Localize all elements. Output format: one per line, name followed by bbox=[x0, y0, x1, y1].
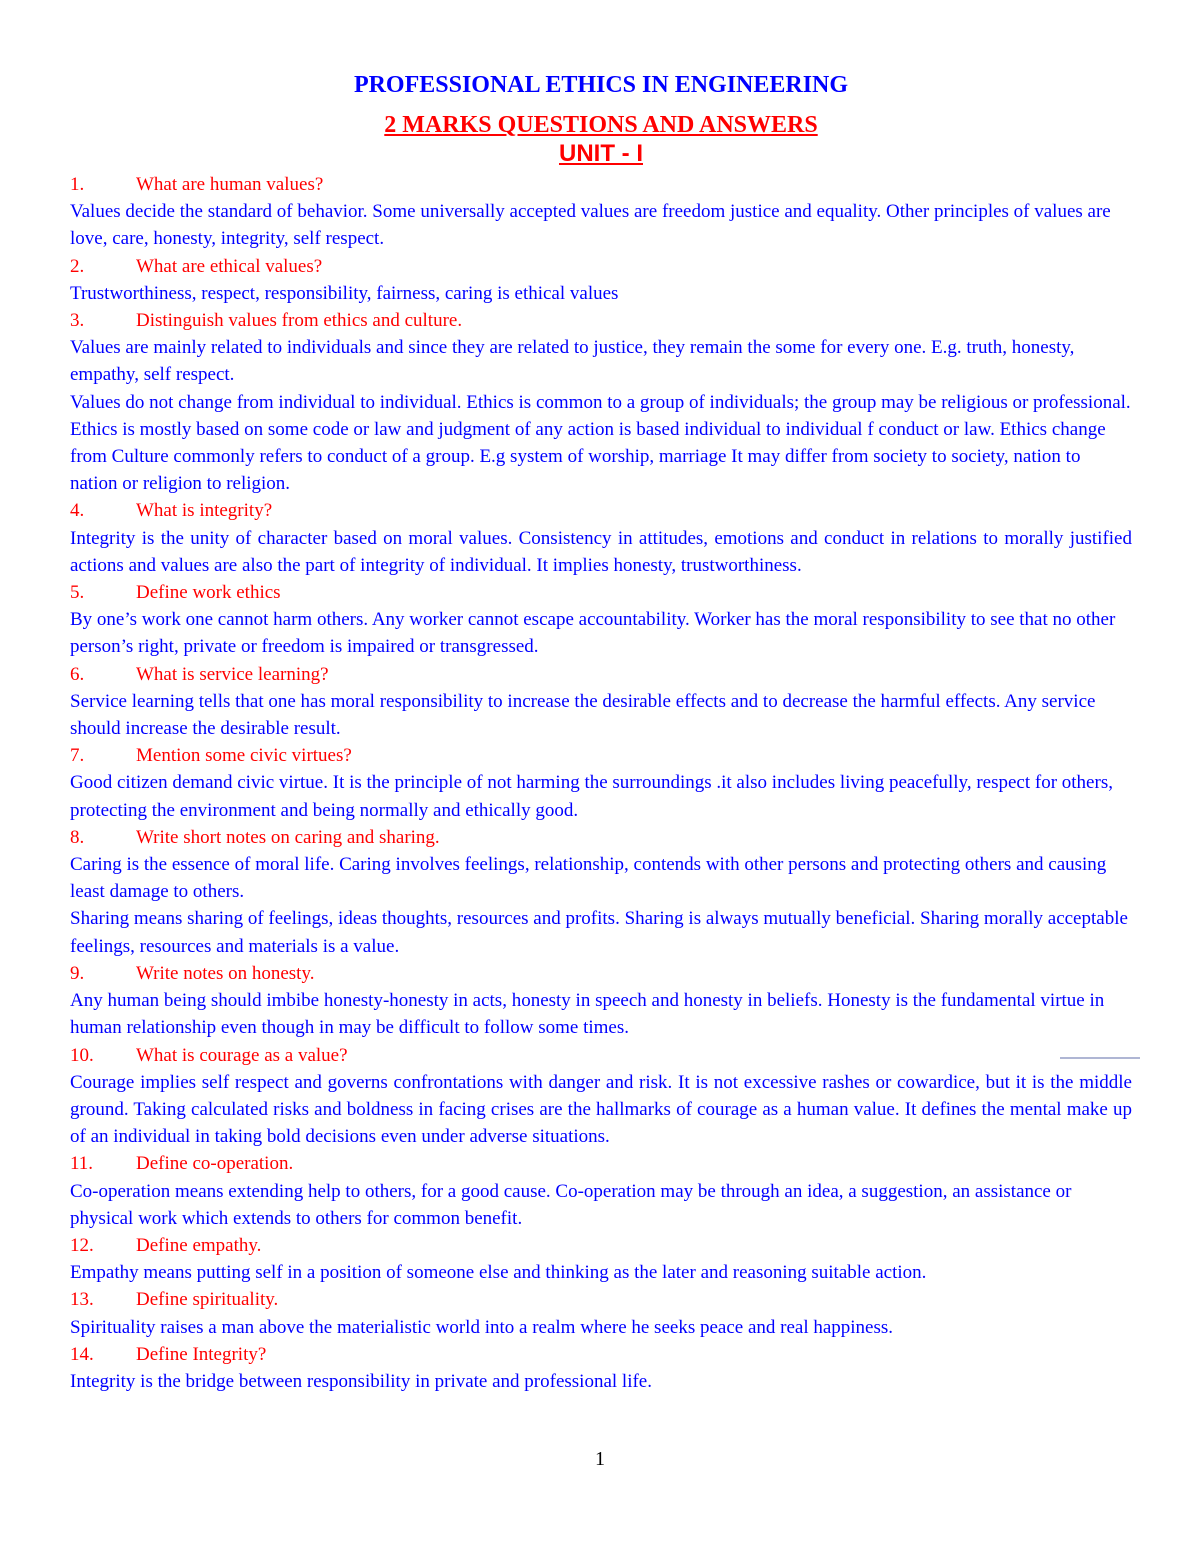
question-number: 4. bbox=[70, 500, 85, 522]
answer-paragraph: Service learning tells that one has moral responsibility to increase the desirable effects and to decrease the harmful effects. Any service should increase the desirable result. bbox=[70, 690, 1096, 740]
page-number: 1 bbox=[595, 1448, 605, 1470]
question-number: 12. bbox=[70, 1234, 94, 1256]
question-heading bbox=[70, 1286, 1132, 1313]
answer-paragraph: Values decide the standard of behavior. Some universally accepted values are freedom justice and equality. Other principles of values are love, care, honesty, integrity, self respect. bbox=[70, 201, 1111, 250]
question-heading bbox=[70, 1150, 1132, 1177]
question-heading bbox=[70, 824, 1132, 851]
question-text: What is service learning? bbox=[136, 663, 329, 685]
answer-paragraph: Spirituality raises a man above the materialistic world into a realm where he seeks peace and real happiness. bbox=[70, 1316, 894, 1338]
question-text: Write notes on honesty. bbox=[136, 962, 315, 984]
answer-paragraph: Caring is the essence of moral life. Caring involves feelings, relationship, contends with other persons and protecting others and causing least damage to others. bbox=[70, 854, 1107, 903]
question-number: 5. bbox=[70, 582, 85, 604]
answer-paragraph: Sharing means sharing of feelings, ideas thoughts, resources and profits. Sharing is always mutually beneficial. Sharing morally acceptable feelings, resources and materials is a value. bbox=[70, 908, 1128, 957]
answer-paragraph: Values are mainly related to individuals and since they are related to justice, they remain the some for every one. E.g. truth, honesty, empathy, self respect. bbox=[70, 337, 1075, 386]
question-number: 13. bbox=[70, 1289, 94, 1311]
answer-paragraph: Trustworthiness, respect, responsibility, fairness, caring is ethical values bbox=[70, 282, 619, 304]
question-text: What are ethical values? bbox=[136, 255, 323, 277]
answer-paragraph: Integrity is the bridge between responsibility in private and professional life. bbox=[70, 1370, 652, 1392]
question-heading bbox=[70, 1341, 1132, 1368]
answer-paragraph: Integrity is the unity of character based on moral values. Consistency in attitudes, emotions and conduct in relations to morally justified actions and values are also the part of integrity of individual. It implies honesty, trustworthiness. bbox=[70, 527, 1132, 576]
question-number: 9. bbox=[70, 962, 85, 984]
question-heading bbox=[70, 307, 1132, 334]
question-heading bbox=[70, 960, 1132, 987]
question-text: Define spirituality. bbox=[136, 1289, 279, 1311]
question-number: 3. bbox=[70, 310, 85, 332]
answer-paragraph: Empathy means putting self in a position of someone else and thinking as the later and reasoning suitable action. bbox=[70, 1262, 927, 1284]
question-number: 8. bbox=[70, 826, 85, 848]
answer-paragraph: Values do not change from individual to individual. Ethics is common to a group of individuals; the group may be religious or professional. Ethics is mostly based on some code or law and judgment of any action is based individual to individual f conduct or law. Ethics change from Culture commonly refers to conduct of a group. E.g system of worship, marriage It may differ from society to society, nation to nation or religion to religion. bbox=[70, 391, 1131, 495]
question-number: 14. bbox=[70, 1343, 94, 1365]
question-text: Mention some civic virtues? bbox=[136, 745, 352, 767]
document-title: PROFESSIONAL ETHICS IN ENGINEERING bbox=[353, 72, 849, 98]
stray-mark bbox=[1060, 1057, 1140, 1059]
question-number: 6. bbox=[70, 663, 85, 685]
question-heading bbox=[70, 253, 1132, 280]
question-text: Define empathy. bbox=[136, 1234, 262, 1256]
question-heading bbox=[70, 171, 1132, 198]
question-number: 7. bbox=[70, 745, 85, 767]
question-text: What are human values? bbox=[136, 174, 324, 195]
question-text: Define co-operation. bbox=[136, 1153, 294, 1175]
question-text: What is integrity? bbox=[136, 500, 273, 522]
qa-list bbox=[70, 171, 1132, 1395]
document-subtitle: 2 MARKS QUESTIONS AND ANSWERS bbox=[384, 112, 818, 138]
question-text: Define Integrity? bbox=[136, 1343, 267, 1365]
answer-paragraph: Co-operation means extending help to others, for a good cause. Co-operation may be through an idea, a suggestion, an assistance or physical work which extends to others for common benefit. bbox=[70, 1180, 1072, 1229]
question-heading bbox=[70, 661, 1132, 688]
answer-paragraph: Good citizen demand civic virtue. It is the principle of not harming the surroundings .it also includes living peacefully, respect for others, protecting the environment and being normally and ethically good. bbox=[70, 772, 1113, 821]
question-heading bbox=[70, 1042, 1132, 1069]
question-text: Distinguish values from ethics and culture. bbox=[136, 310, 463, 332]
question-number: 10. bbox=[70, 1044, 94, 1066]
question-number: 1. bbox=[70, 174, 85, 195]
document-page bbox=[70, 70, 1132, 1395]
question-text: Write short notes on caring and sharing. bbox=[136, 826, 440, 848]
question-text: Define work ethics bbox=[136, 582, 281, 604]
question-number: 11. bbox=[70, 1153, 94, 1175]
answer-paragraph: Courage implies self respect and governs confrontations with danger and risk. It is not excessive rashes or cowardice, but it is the middle ground. Taking calculated risks and boldness in facing crises are the hallmarks of courage as a human value. It defines the mental make up of an individual in taking bold decisions even under adverse situations. bbox=[70, 1071, 1132, 1148]
question-heading bbox=[70, 579, 1132, 606]
question-heading bbox=[70, 742, 1132, 769]
question-number: 2. bbox=[70, 255, 85, 277]
question-heading bbox=[70, 497, 1132, 524]
answer-paragraph: Any human being should imbibe honesty-honesty in acts, honesty in speech and honesty in beliefs. Honesty is the fundamental virtue in human relationship even though in may be difficult to follow some times. bbox=[70, 990, 1105, 1039]
question-text: What is courage as a value? bbox=[136, 1044, 348, 1066]
unit-heading: UNIT - I bbox=[559, 140, 643, 167]
answer-paragraph: By one’s work one cannot harm others. Any worker cannot escape accountability. Worker has the moral responsibility to see that no other person’s right, private or freedom is impaired or transgressed. bbox=[70, 609, 1116, 658]
question-heading bbox=[70, 1232, 1132, 1259]
